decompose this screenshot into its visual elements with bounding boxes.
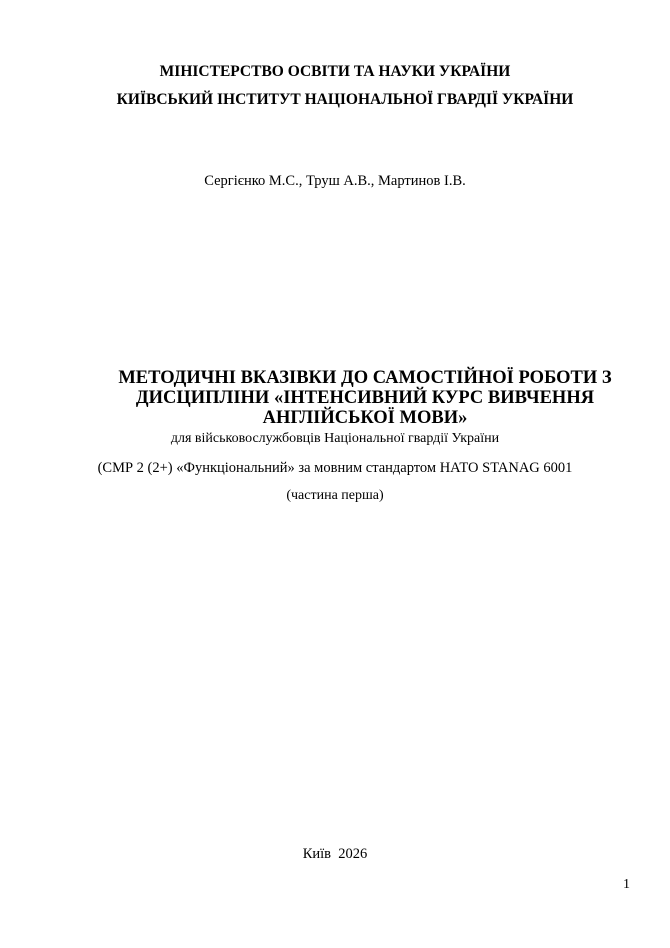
- title-line-2: ДИСЦИПЛІНИ «ІНТЕНСИВНИЙ КУРС ВИВЧЕННЯ: [135, 388, 595, 408]
- document-title: [95, 368, 635, 428]
- institute-heading: КИЇВСЬКИЙ ІНСТИТУТ НАЦІОНАЛЬНОЇ ГВАРДІЇ УКРАЇНИ: [116, 91, 574, 108]
- title-line-1: МЕТОДИЧНІ ВКАЗІВКИ ДО САМОСТІЙНОЇ РОБОТИ З: [118, 368, 612, 388]
- ministry-heading: МІНІСТЕРСТВО ОСВІТИ ТА НАУКИ УКРАЇНИ: [159, 63, 511, 80]
- audience-line: для військовослужбовців Національної гвардії України: [170, 431, 500, 446]
- title-line-3: АНГЛІЙСЬКОЇ МОВИ»: [262, 408, 468, 428]
- page-number: 1: [623, 877, 630, 892]
- city-year: Київ 2026: [302, 846, 368, 862]
- standard-line: (СМР 2 (2+) «Функціональний» за мовним стандартом НАТО STANAG 6001: [97, 460, 573, 476]
- part-line: (частина перша): [286, 488, 384, 503]
- authors-line: Сергієнко М.С., Труш А.В., Мартинов І.В.: [204, 173, 466, 189]
